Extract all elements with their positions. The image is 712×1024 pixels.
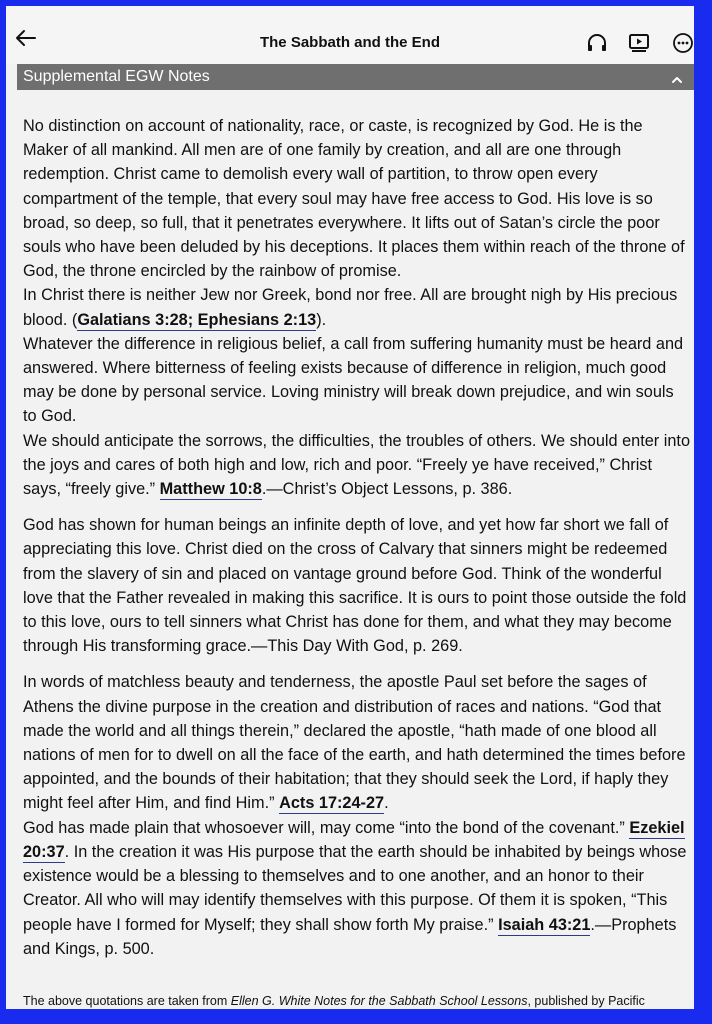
scripture-link[interactable]: Galatians 3:28; Ephesians 2:13 (77, 310, 317, 329)
paragraph-text: ). (316, 310, 327, 329)
paragraph-text: . In the creation it was His purpose that the earth should be inhabited by beings whose existence would be a blessing to themselves and to one another, and an honor to their Creator. All who will may identify themselves with this purpose. Of them it is spoken, “This people have I formed for Myself; they shall show forth My praise.” (23, 842, 687, 934)
footnote-title: Ellen G. White Notes for the Sabbath School Lessons (230, 994, 528, 1008)
paragraph: Whatever the difference in religious belief, a call from suffering humanity must be heard and answered. Where bitterness of feeling exists because of difference in religion, much good may be done by personal service. Loving ministry will break down prejudice, and win souls to God. (23, 334, 684, 426)
paragraph-text: God has made plain that whosoever will, may come “into the bond of the covenant.” (23, 818, 630, 837)
headphones-icon[interactable] (586, 32, 608, 54)
paragraph (23, 670, 691, 815)
footnote-text: The above quotations are taken from (23, 994, 231, 1008)
paragraph (23, 816, 691, 961)
app-window (6, 6, 694, 1009)
paragraph-text: .—Christ’s Object Lessons, p. 386. (261, 480, 513, 499)
page-title: The Sabbath and the End (259, 34, 440, 51)
section-title: Supplemental EGW Notes (23, 68, 210, 85)
source-footnote (23, 994, 691, 1008)
paragraph (23, 283, 691, 331)
more-options-icon[interactable] (672, 32, 694, 54)
scripture-link[interactable]: Ezekiel 20:37 (23, 818, 685, 861)
footnote-text: , published by Pacific (527, 994, 645, 1008)
paragraph (23, 429, 691, 502)
paragraph-text: .—Prophets and Kings, p. 500. (23, 915, 677, 958)
paragraph: No distinction on account of nationality, race, or caste, is recognized by God. He is the Maker of all mankind. All men are of one family by creation, and all are one through redemption. Christ came to demolish every wall of partition, to throw open every compartment of the temple, that every soul may have free access to God. His love is so broad, so deep, so full, that it penetrates everywhere. It lifts out of Satan’s circle the poor souls who have been deluded by his deceptions. It places them within reach of the throne of God, the throne encircled by the rainbow of promise. (23, 117, 685, 281)
paragraph-text: In words of matchless beauty and tenderness, the apostle Paul set before the sages of Athens the divine purpose in the creation and distribution of races and nations. “God that made the world and all things therein,” declared the apostle, “hath made of one blood all nations of men for to dwell on all the face of the earth, and hath determined the times before appointed, and the bounds of their habitation; that they should seek the Lord, if haply they might feel after Him, and find Him.” (23, 673, 686, 813)
section-header[interactable] (17, 64, 694, 90)
play-screen-icon[interactable] (628, 32, 650, 54)
scripture-link[interactable]: Acts 17:24-27 (279, 794, 385, 813)
scripture-link[interactable]: Isaiah 43:21 (498, 915, 591, 934)
top-bar (6, 6, 694, 64)
paragraph-text: We should anticipate the sorrows, the difficulties, the troubles of others. We should enter into the joys and cares of both high and low, rich and poor. “Freely ye have received,” Christ says, “freely give.” (23, 431, 690, 499)
scripture-link[interactable]: Matthew 10:8 (159, 480, 262, 499)
chevron-up-icon[interactable] (670, 72, 684, 82)
paragraph: God has shown for human beings an infinite depth of love, and yet how far short we fall of appreciating this love. Christ died on the cross of Calvary that sinners might be redeemed from the slavery of sin and placed on vantage ground before God. Think of the wonderful love that the Father revealed in making this sacrifice. It is ours to point those outside the fold to this love, ours to tell sinners what Christ has done for them, and what they may become through His transforming grace.—This Day With God, p. 269. (23, 516, 687, 656)
paragraph-text: . (384, 794, 389, 813)
paragraph-text: In Christ there is neither Jew nor Greek, bond nor free. All are brought nigh by His precious blood. ( (23, 286, 678, 329)
notes-content (23, 114, 691, 961)
